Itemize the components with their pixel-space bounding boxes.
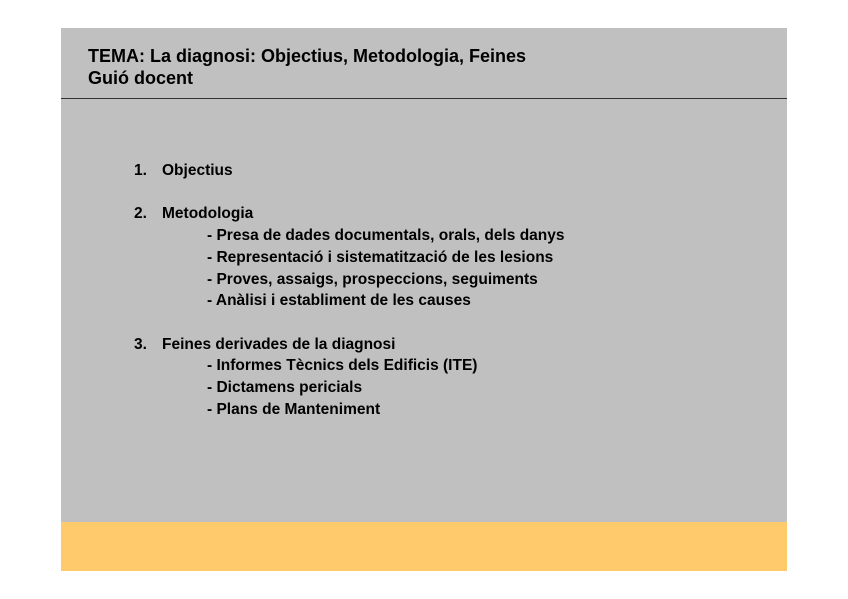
title-line-subtitle: Guió docent <box>88 68 193 88</box>
outline-subitem: - Dictamens pericials <box>207 379 363 396</box>
outline-subitem: - Plans de Manteniment <box>207 400 381 418</box>
title-divider <box>61 98 787 99</box>
slide-title <box>88 45 526 89</box>
outline-item-number: 1. <box>134 162 147 179</box>
outline-item-feines <box>134 334 565 421</box>
outline-item-label: Metodologia <box>162 205 254 223</box>
footer-bar <box>61 522 787 571</box>
outline-item-label: Feines derivades de la diagnosi <box>162 335 396 353</box>
outline-item-number: 2. <box>134 205 147 223</box>
outline-subitem: - Informes Tècnics dels Edificis (ITE) <box>207 357 478 375</box>
outline-item-objectius <box>134 160 565 182</box>
outline-subitem: - Presa de dades documentals, orals, dels danys <box>207 227 565 245</box>
outline-list <box>134 160 565 420</box>
outline-subitem: - Anàlisi i establiment de les causes <box>207 292 471 310</box>
outline-item-label: Objectius <box>162 162 233 179</box>
slide <box>61 28 787 571</box>
outline-item-metodologia <box>134 203 565 312</box>
outline-item-number: 3. <box>134 335 147 353</box>
title-line-topic: TEMA: La diagnosi: Objectius, Metodologia, Feines <box>88 46 527 66</box>
outline-subitem: - Representació i sistematització de les lesions <box>207 248 554 266</box>
outline-subitem: - Proves, assaigs, prospeccions, seguiments <box>207 270 538 288</box>
